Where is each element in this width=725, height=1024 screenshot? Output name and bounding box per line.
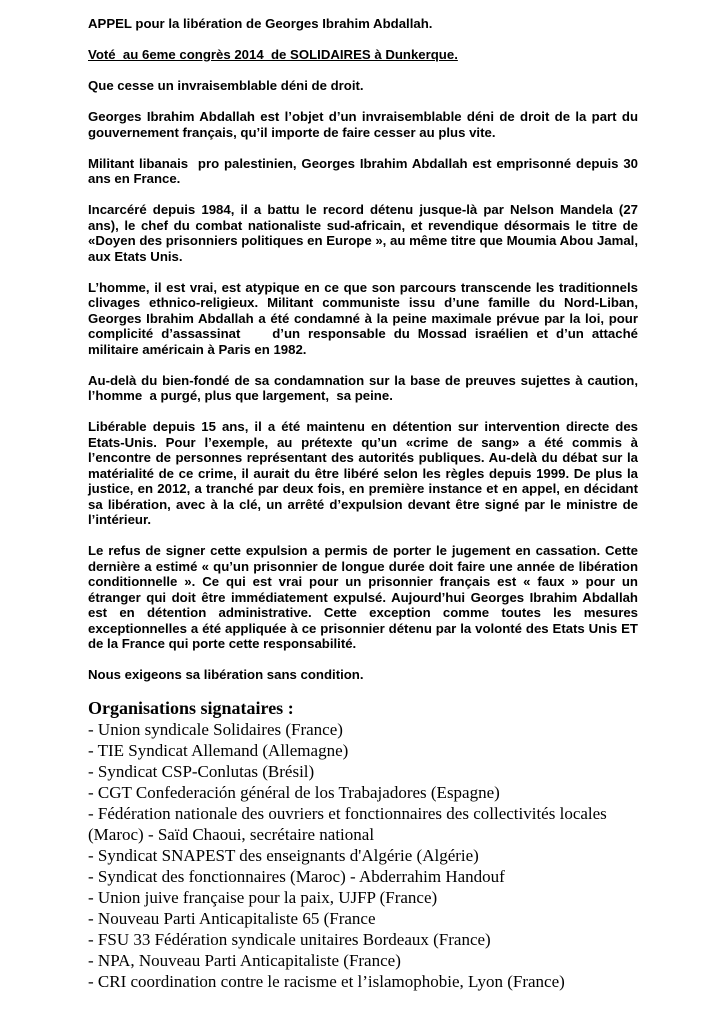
body-paragraph: Militant libanais pro palestinien, Georges Ibrahim Abdallah est emprisonné depuis 30 ans en France. (88, 155, 642, 186)
signatory-item: - Union syndicale Solidaires (France) (88, 720, 343, 739)
signatory-item: - CRI coordination contre le racisme et l’islamophobie, Lyon (France) (88, 972, 565, 991)
signatory-item: - Syndicat des fonctionnaires (Maroc) - Abderrahim Handouf (88, 867, 505, 886)
body-paragraph: Libérable depuis 15 ans, il a été maintenu en détention sur intervention directe des Etats-Unis. Pour l’exemple, au prétexte qu’un «crime de sang» a été commis à l’encontre de personnes représentant des autorités publiques. Au-delà du débat sur la matérialité de ce crime, il aurait du être libéré selon les règles depuis 1999. De plus la justice, en 2012, a tranché par deux fois, en première instance et en appel, en décidant sa libération, avec à la clé, un arrêté d’expulsion devant être signé par le ministre de l’intérieur. (88, 419, 642, 527)
document-title: APPEL pour la libération de Georges Ibrahim Abdallah. (88, 16, 433, 31)
body-paragraph: Que cesse un invraisemblable déni de droit. (88, 78, 364, 93)
signatories-list (88, 719, 638, 992)
signatory-item: - Syndicat SNAPEST des enseignants d'Algérie (Algérie) (88, 846, 479, 865)
body-paragraph: Incarcéré depuis 1984, il a battu le record détenu jusque-là par Nelson Mandela (27 ans), le chef du combat nationaliste sud-africain, et revendique désormais le titre de «Doyen des prisonniers politiques en Europe », au même titre que Moumia Abou Jamal, aux Etats Unis. (88, 202, 642, 264)
body-paragraph: Le refus de signer cette expulsion a permis de porter le jugement en cassation. Cette dernière a estimé « qu’un prisonnier de longue durée doit faire une année de libération conditionnelle ». Ce qui est vrai pour un prisonnier français est « faux » pour un étranger qui doit être immédiatement expulsé. Aujourd’hui Georges Ibrahim Abdallah est en détention administrative. Cette exception comme toutes les mesures exceptionnelles a été appliquée à ce prisonnier détenu par la volonté des Etats Unis ET de la France qui porte cette responsabilité. (88, 543, 642, 651)
signatory-item: - Nouveau Parti Anticapitaliste 65 (France (88, 909, 376, 928)
document-subtitle: Voté au 6eme congrès 2014 de SOLIDAIRES à Dunkerque. (88, 47, 458, 62)
signatory-item: - FSU 33 Fédération syndicale unitaires Bordeaux (France) (88, 930, 491, 949)
body-paragraph: Au-delà du bien-fondé de sa condamnation sur la base de preuves sujettes à caution, l’homme a purgé, plus que largement, sa peine. (88, 372, 642, 403)
signatory-item: - Union juive française pour la paix, UJFP (France) (88, 888, 438, 907)
signatory-item: - NPA, Nouveau Parti Anticapitaliste (France) (88, 951, 401, 970)
signatory-item: - Fédération nationale des ouvriers et fonctionnaires des collectivités locales (Maroc) - Saïd Chaoui, secrétaire national (88, 804, 612, 844)
body-paragraph: Georges Ibrahim Abdallah est l’objet d’un invraisemblable déni de droit de la part du gouvernement français, qu’il importe de faire cesser au plus vite. (88, 109, 642, 140)
signatory-item: - Syndicat CSP-Conlutas (Brésil) (88, 762, 315, 781)
signatories-heading: Organisations signataires : (88, 698, 294, 718)
body-paragraph-demand: Nous exigeons sa libération sans condition. (88, 667, 364, 682)
body-paragraph: L’homme, il est vrai, est atypique en ce que son parcours transcende les traditionnels clivages ethnico-religieux. Militant communiste issu d’une famille du Nord-Liban, Georges Ibrahim Abdallah a été condamné à la peine maximale prévue par la loi, pour complicité d’assassinat d’un responsable du Mossad israélien et d’un attaché militaire américain à Paris en 1982. (88, 279, 642, 357)
signatory-item: - TIE Syndicat Allemand (Allemagne) (88, 741, 349, 760)
signatory-item: - CGT Confederación général de los Trabajadores (Espagne) (88, 783, 500, 802)
